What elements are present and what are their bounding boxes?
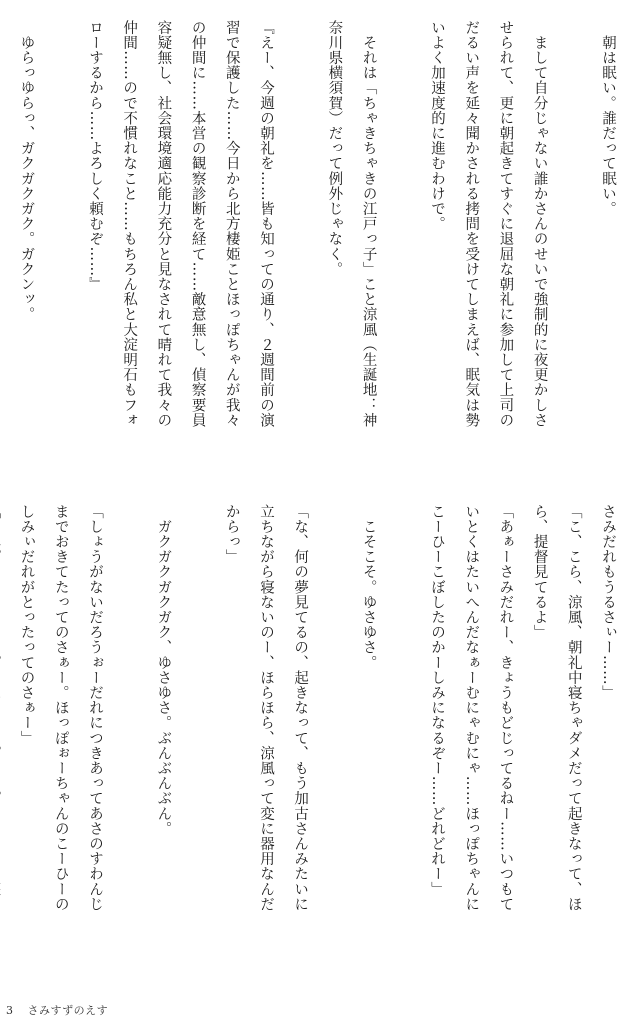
text-block-top bbox=[0, 20, 625, 480]
paragraph: 「こ、こら、涼風、朝礼中寝ちゃダメだって起きなって、ほ ら、提督見てるよ」 bbox=[531, 504, 582, 912]
page-number: 3 bbox=[6, 1004, 14, 1017]
paragraph-spacer bbox=[283, 20, 317, 480]
paragraph: ゆらっゆらっ、ガクガクガク。ガクンッ。 bbox=[18, 20, 35, 322]
paragraph-spacer bbox=[44, 20, 78, 480]
paragraph-spacer bbox=[112, 504, 146, 974]
paragraph-spacer bbox=[0, 20, 9, 480]
paragraph: 「な、何の夢見てるの、起きなって、もう加古さんみたいに 立ちながら寝ないのー、ほらほら、涼風って変に器用なんだ からっ」 bbox=[223, 504, 309, 912]
paragraph: さみだれもうるさぃー……」 bbox=[600, 504, 616, 701]
paragraph: 朝は眠い。誰だって眠い。 bbox=[600, 20, 616, 217]
paragraph: 『えー、今週の朝礼を……皆も知っての通り、２週間前の演 習で保護した……今日から北方棲姫ことほっぽちゃんが我々 の仲間に……本営の観察診断を経て……敵意無し、偵察要員 容疑無し、社会環境適応能力充分と見なされて晴れて我々の 仲間……ので不慣れなこと……もちろん私と大淀明石もフォ ローするから……よろしく頼むぞ……』 bbox=[86, 20, 274, 428]
paragraph-spacer bbox=[180, 504, 214, 974]
page-footer bbox=[6, 1002, 108, 1018]
running-title: さみすずのえす bbox=[27, 1004, 109, 1017]
paragraph-spacer bbox=[557, 20, 591, 480]
paragraph-spacer bbox=[386, 504, 420, 974]
paragraph-spacer bbox=[386, 20, 420, 480]
paragraph: 「あぁーさみだれー、きょうもどじってるねー……いつもて いとくはたいへんだなぁーむにゃむにゃ……ほっぽちゃんに こーひーこぼしたのかーしみになるぞー……どれどれー」 bbox=[428, 504, 514, 912]
paragraph: まして自分じゃない誰かさんのせいで強制的に夜更かしさ せられて、更に朝起きてすぐに退屈な朝礼に参加して上司の だるい声を延々聞かされる拷問を受けてしまえば、眠気は勢 いよく加速度的に進むわけで。 bbox=[428, 20, 548, 428]
paragraph: ガクガクガクガク、ゆさゆさ。ぶんぶんぶん。 bbox=[155, 504, 172, 837]
paragraph: こそこそ。ゆさゆさ。 bbox=[360, 504, 377, 671]
paragraph: それは「ちゃきちゃきの江戸っ子」こと涼風（生誕地：神 奈川県横須賀）だって例外じゃなく。 bbox=[326, 20, 377, 428]
paragraph bbox=[0, 504, 9, 974]
text-block-bottom bbox=[0, 504, 625, 974]
paragraph-spacer bbox=[317, 504, 351, 974]
paragraph: 「しょうがないだろうぉーだれにつきあってあさのすわんじ までおきてたってのさぁー。ほっぽぉーちゃんのこーひーの しみぃだれがとったってのさぁー」 bbox=[18, 504, 103, 912]
